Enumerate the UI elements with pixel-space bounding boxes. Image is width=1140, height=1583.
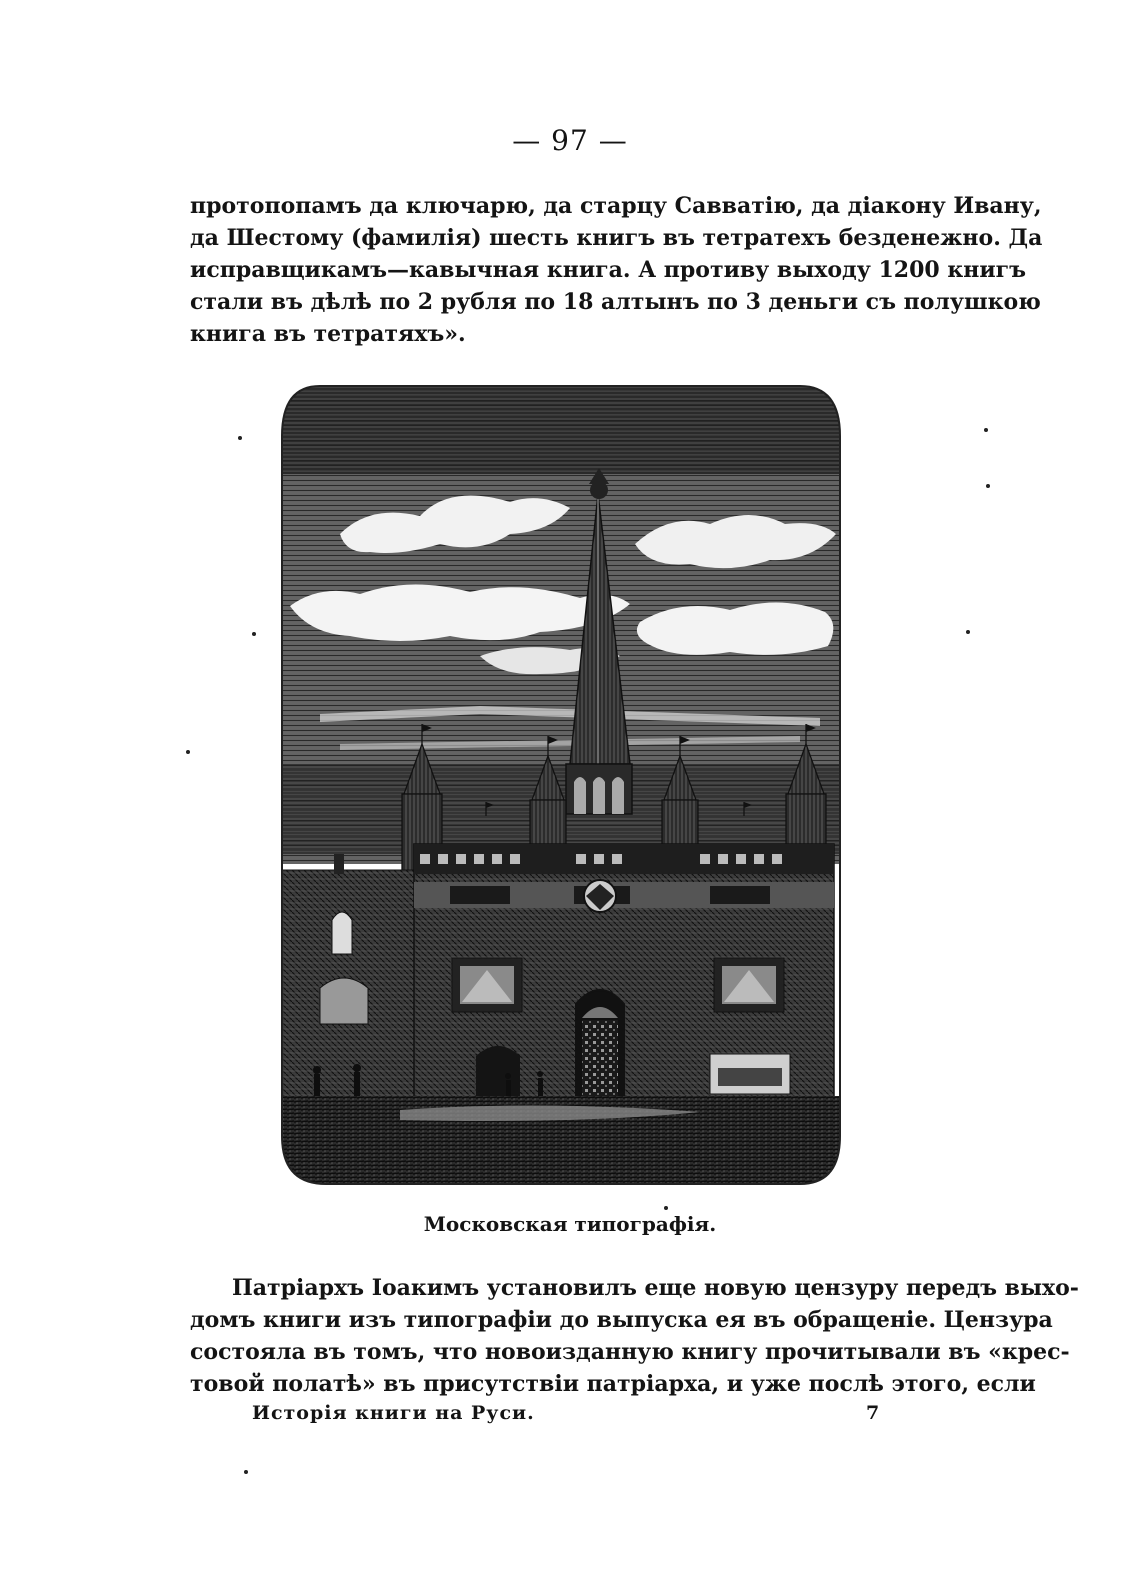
text-line: домъ книги изъ типографіи до выпуска ея въ обращеніе. Цензура [190,1307,1053,1333]
text-line: протопопамъ да ключарю, да старцу Савватію, да діакону Ивану, [190,193,1042,219]
text-line: книга въ тетратяхъ». [190,321,466,347]
print-speck [238,436,242,440]
print-speck [966,630,970,634]
print-speck [244,1470,248,1474]
print-speck [664,1206,668,1210]
text-line: товой полатѣ» въ присутствіи патріарха, и уже послѣ этого, если [190,1371,1036,1397]
text-line: Патріархъ Іоакимъ установилъ еще новую цензуру передъ выхо- [232,1275,1079,1301]
print-speck [986,484,990,488]
engraving-moscow-printing-house [280,384,842,1186]
print-speck [186,750,190,754]
figure-caption: Московская типографія. [423,1212,717,1236]
signature-mark: 7 [866,1402,881,1424]
page-footer [252,1402,892,1424]
text-line: да Шестому (фамилія) шесть книгъ въ тетратехъ безденежно. Да [190,225,1043,251]
text-line: исправщикамъ—кавычная книга. А противу выходу 1200 книгъ [190,257,1027,283]
running-title: Исторія книги на Руси. [252,1402,535,1424]
bottom-paragraph [190,1272,1079,1400]
page-number: — 97 — [512,124,628,157]
top-paragraph [190,190,1043,350]
print-speck [252,632,256,636]
text-line: состояла въ томъ, что новоизданную книгу прочитывали въ «крес- [190,1339,1070,1365]
print-speck [984,428,988,432]
text-line: стали въ дѣлѣ по 2 рубля по 18 алтынъ по 3 деньги съ полушкою [190,289,1041,315]
